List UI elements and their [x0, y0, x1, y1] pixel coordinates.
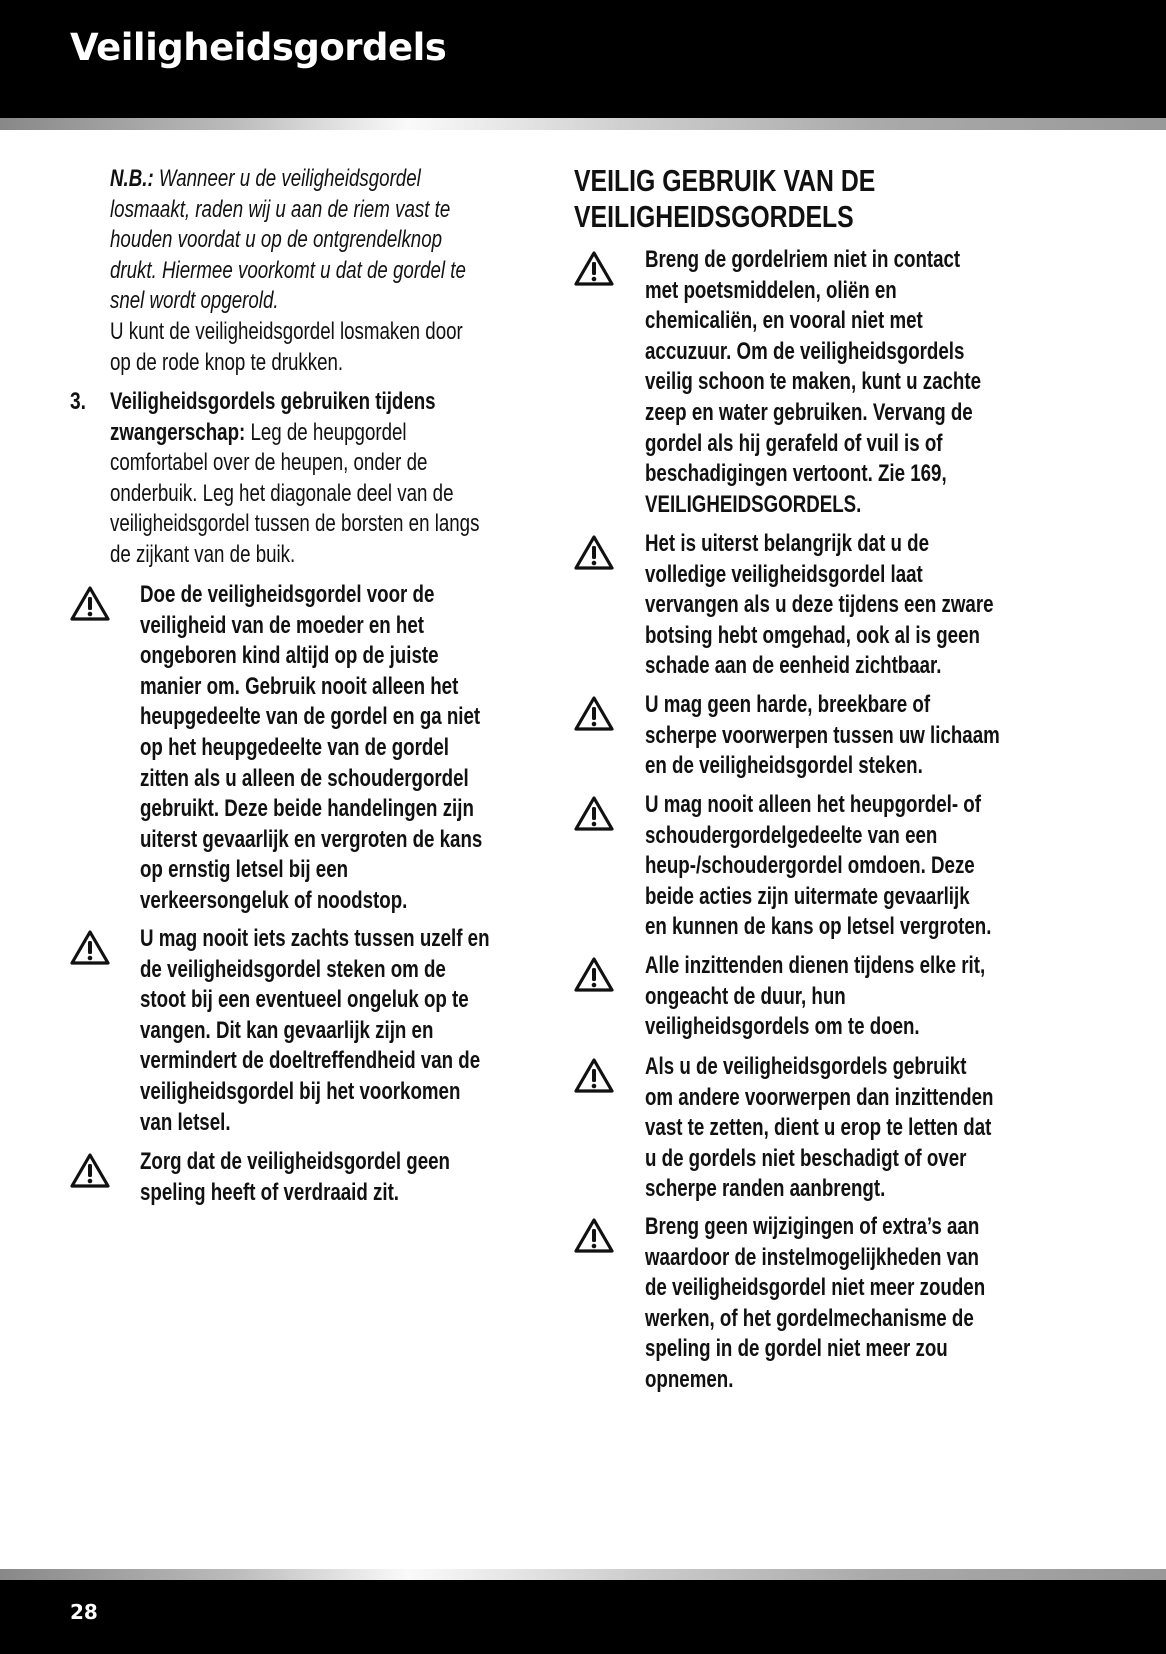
warning-icon	[69, 585, 111, 623]
warning-text: U mag nooit alleen het heupgordel- of schoudergordelgedeelte van een heup-/schoudergordel omdoen. Deze beide acties zijn uitermate gevaarlijk en kunnen de kans op letsel vergroten.	[645, 791, 992, 941]
note-text: Wanneer u de veiligheidsgordel losmaakt, raden wij u aan de riem vast te houden voordat u op de ontgrendelknop drukt. Hiermee voorkomt u dat de gordel te snel wordt opgerold.	[110, 165, 466, 315]
page-number: 28	[70, 1600, 98, 1624]
pregnancy-item	[110, 387, 484, 571]
note-label: N.B.:	[110, 165, 154, 192]
warning-text: U mag geen harde, breekbare of scherpe voorwerpen tussen uw lichaam en de veiligheidsgordel steken.	[645, 691, 1000, 780]
page-header	[0, 0, 1166, 118]
warning-icon	[573, 795, 615, 833]
note-paragraph	[110, 164, 484, 317]
warning-text: Doe de veiligheidsgordel voor de veiligheid van de moeder en het ongeboren kind altijd op de juiste manier om. Gebruik nooit alleen het heupgedeelte van de gordel en ga niet op het heupgedeelte van de gordel zitten als u alleen de schoudergordel gebruikt. Deze beide handelingen zijn uiterst gevaarlijk en vergroten de kans op ernstig letsel bij een verkeersongeluk of noodstop.	[140, 581, 483, 914]
warning-icon	[573, 695, 615, 733]
item-number: 3.	[70, 388, 87, 415]
warning-text: Als u de veiligheidsgordels gebruikt om andere voorwerpen dan inzittenden vast te zetten, dient u erop te letten dat u de gordels niet beschadigt of over scherpe randen aanbrengt.	[645, 1053, 994, 1203]
item-text: Leg de heupgordel comfortabel over de heupen, onder de onderbuik. Leg het diagonale deel van de veiligheidsgordel tussen de borsten en langs de zijkant van de buik.	[110, 418, 480, 568]
warning-icon	[69, 929, 111, 967]
warning-icon	[573, 956, 615, 994]
warning-text: U mag nooit iets zachts tussen uzelf en de veiligheidsgordel steken om de stoot bij een eventueel ongeluk op te vangen. Dit kan gevaarlijk zijn en vermindert de doeltreffendheid van de veiligheidsgordel bij het voorkomen van letsel.	[140, 925, 490, 1136]
warning-icon	[573, 1217, 615, 1255]
warning-icon	[573, 250, 615, 288]
page-title: Veiligheidsgordels	[70, 26, 447, 69]
section-heading: VEILIG GEBRUIK VAN DE VEILIGHEIDSGORDELS	[574, 163, 876, 234]
page-footer	[0, 1580, 1166, 1654]
header-divider	[0, 118, 1166, 130]
warning-text: Het is uiterst belangrijk dat u de volledige veiligheidsgordel laat vervangen als u deze tijdens een zware botsing hebt omgehad, ook al is geen schade aan de eenheid zichtbaar.	[645, 530, 994, 680]
release-paragraph: U kunt de veiligheidsgordel losmaken door op de rode knop te drukken.	[110, 318, 463, 376]
warning-icon	[573, 534, 615, 572]
item-label: Veiligheidsgordels gebruiken tijdens zwangerschap:	[110, 388, 436, 446]
warning-text: Alle inzittenden dienen tijdens elke rit, ongeacht de duur, hun veiligheidsgordels om te doen.	[645, 952, 986, 1041]
warning-text: Breng geen wijzigingen of extra’s aan waardoor de instelmogelijkheden van de veiligheidsgordel niet meer zouden werken, of het gordelmechanisme de speling in de gordel niet meer zou opnemen.	[645, 1213, 986, 1393]
warning-text: Zorg dat de veiligheidsgordel geen speling heeft of verdraaid zit.	[140, 1148, 450, 1206]
footer-divider	[0, 1569, 1166, 1580]
warning-icon	[69, 1152, 111, 1190]
warning-text: Breng de gordelriem niet in contact met poetsmiddelen, oliën en chemicaliën, en vooral niet met accuzuur. Om de veiligheidsgordels veilig schoon te maken, kunt u zachte zeep en water gebruiken. Vervang de gordel als hij gerafeld of vuil is of beschadigingen vertoont. Zie 169, VEILIGHEIDSGORDELS.	[645, 246, 982, 518]
warning-icon	[573, 1057, 615, 1095]
